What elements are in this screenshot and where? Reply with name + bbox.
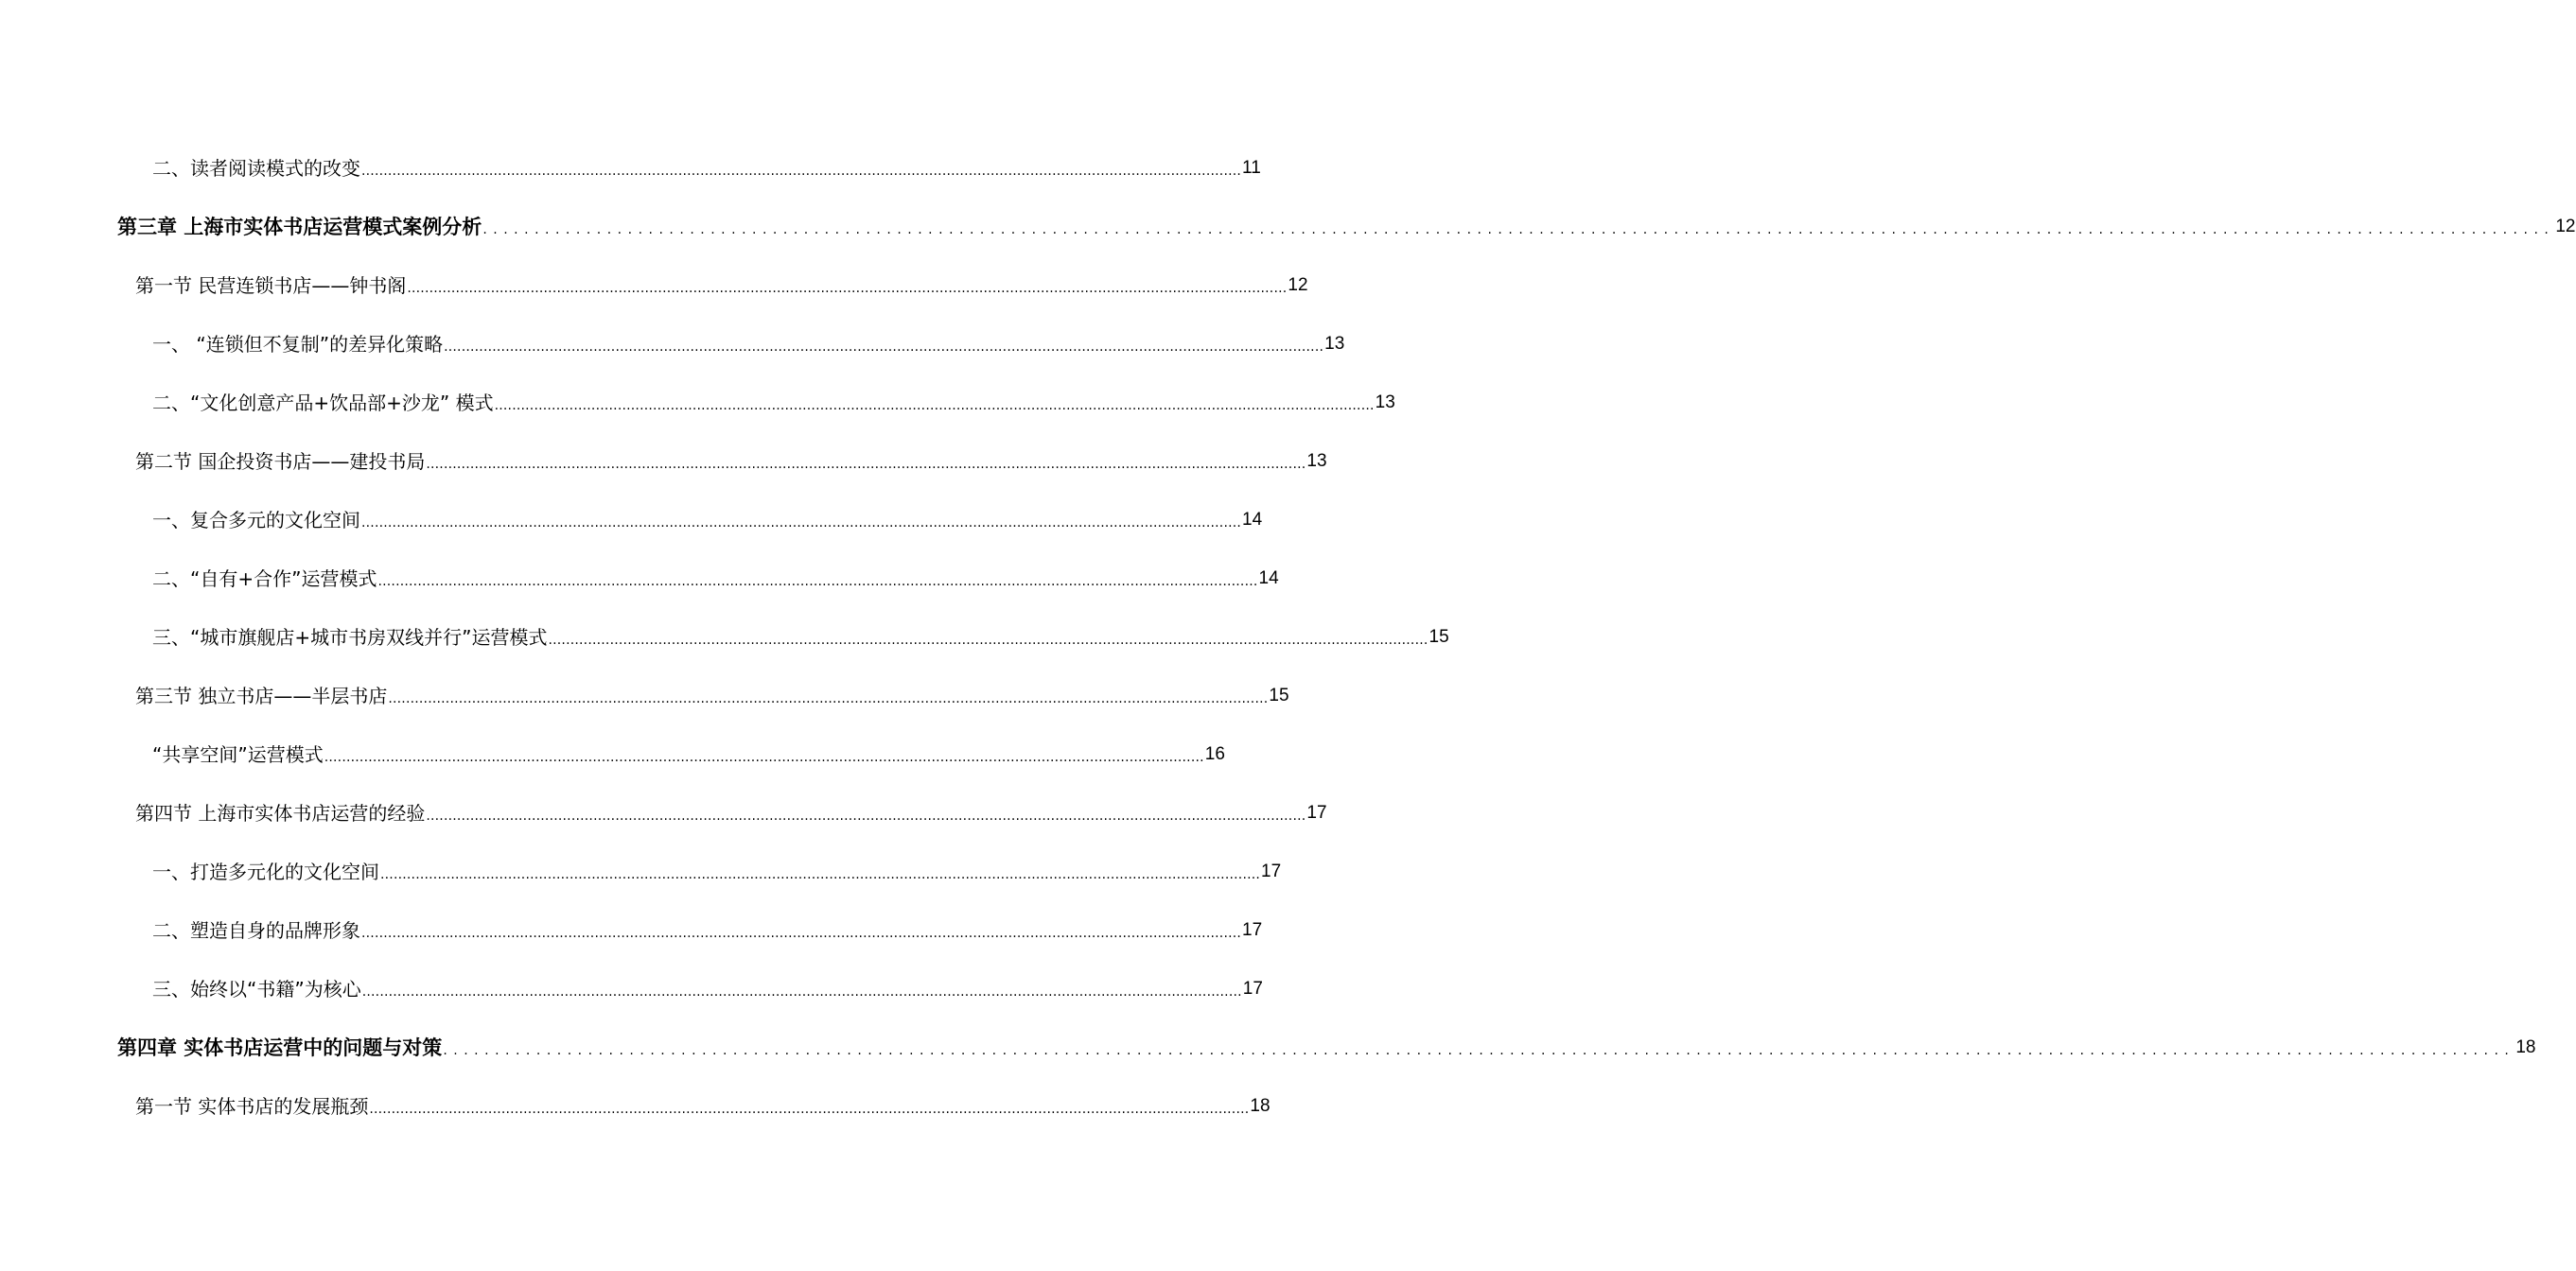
toc-entry-title: “共享空间”运营模式 bbox=[152, 743, 324, 766]
toc-entry-title: 三、始终以“书籍”为核心 bbox=[152, 978, 361, 1001]
toc-chapter-entry[interactable] bbox=[117, 200, 2576, 238]
dot-leader: ........................................................................................................................................................................................................ bbox=[426, 457, 1306, 472]
toc-entry-title: 二、“自有+合作”运营模式 bbox=[152, 567, 377, 590]
toc-entry[interactable] bbox=[152, 904, 1263, 942]
toc-entry-page-number: 15 bbox=[1428, 627, 1449, 647]
toc-entry-title: 第四章 实体书店运营中的问题与对策 bbox=[117, 1036, 443, 1059]
toc-entry-page-number: 17 bbox=[1242, 979, 1263, 999]
toc-section-entry[interactable] bbox=[135, 1080, 1270, 1118]
toc-entry-title: 一、 “连锁但不复制”的差异化策略 bbox=[152, 333, 444, 356]
toc-entry-title: 一、复合多元的文化空间 bbox=[152, 509, 360, 531]
toc-entry-page-number: 12 bbox=[2555, 217, 2576, 236]
toc-entry-page-number: 14 bbox=[1242, 510, 1263, 530]
dot-leader: ........................................................................................................................................................................................................ bbox=[361, 515, 1242, 531]
toc-entry-page-number: 11 bbox=[1242, 158, 1261, 178]
dot-leader: ........................................................................................................................................................................................................ bbox=[361, 984, 1242, 1000]
toc-entry-page-number: 16 bbox=[1204, 744, 1225, 764]
toc-entry-title: 第四节 上海市实体书店运营的经验 bbox=[135, 802, 426, 825]
dot-leader: ........................................................................................................................................................................................................ bbox=[426, 809, 1306, 824]
toc-entry-page-number: 14 bbox=[1258, 568, 1279, 588]
dot-leader: ........................................................................................................................................................................................................ bbox=[494, 398, 1375, 413]
toc-entry[interactable] bbox=[152, 376, 1395, 414]
toc-entry-title: 第一节 实体书店的发展瓶颈 bbox=[135, 1095, 369, 1118]
dot-leader: ........................................................................................................................................................................................................ bbox=[548, 633, 1428, 648]
toc-entry-title: 二、读者阅读模式的改变 bbox=[152, 157, 360, 180]
toc-section-entry[interactable] bbox=[135, 259, 1308, 297]
dot-leader: ........................................................................................................................................................................................................ bbox=[361, 926, 1242, 941]
toc-chapter-entry[interactable] bbox=[117, 1021, 2536, 1059]
toc-entry[interactable] bbox=[152, 552, 1279, 590]
dot-leader: ........................................................................................................................................................................................................ bbox=[443, 1043, 2515, 1058]
dot-leader: ........................................................................................................................................................................................................ bbox=[377, 574, 1258, 589]
toc-entry-page-number: 17 bbox=[1306, 803, 1327, 823]
toc-entry-title: 第一节 民营连锁书店——钟书阁 bbox=[135, 274, 407, 297]
toc-entry[interactable] bbox=[152, 494, 1263, 531]
dot-leader: ........................................................................................................................................................................................................ bbox=[444, 340, 1324, 355]
toc-entry-title: 第三节 独立书店——半层书店 bbox=[135, 685, 388, 707]
toc-entry-title: 二、“文化创意产品+饮品部+沙龙” 模式 bbox=[152, 392, 494, 414]
toc-entry-page-number: 13 bbox=[1306, 451, 1327, 471]
dot-leader: ........................................................................................................................................................................................................ bbox=[407, 281, 1288, 296]
toc-entry-page-number: 17 bbox=[1242, 920, 1263, 940]
toc-entry-page-number: 18 bbox=[2515, 1037, 2536, 1057]
toc-section-entry[interactable] bbox=[135, 787, 1327, 825]
dot-leader: ........................................................................................................................................................................................................ bbox=[361, 164, 1242, 179]
dot-leader: ........................................................................................................................................................................................................ bbox=[324, 750, 1204, 765]
dot-leader: ........................................................................................................................................................................................................ bbox=[369, 1102, 1250, 1117]
toc-entry-title: 第二节 国企投资书店——建投书局 bbox=[135, 450, 426, 473]
dot-leader: ........................................................................................................................................................................................................ bbox=[388, 691, 1269, 706]
toc-entry-title: 第三章 上海市实体书店运营模式案例分析 bbox=[117, 216, 482, 238]
toc-section-entry[interactable] bbox=[135, 435, 1327, 473]
toc-entry[interactable] bbox=[152, 728, 1225, 766]
toc-entry-page-number: 17 bbox=[1261, 862, 1282, 881]
toc-entry-page-number: 12 bbox=[1288, 275, 1308, 295]
dot-leader: ........................................................................................................................................................................................................ bbox=[380, 867, 1261, 882]
toc-section-entry[interactable] bbox=[135, 670, 1289, 707]
toc-entry[interactable] bbox=[152, 318, 1345, 356]
toc-entry[interactable] bbox=[152, 963, 1263, 1001]
toc-entry[interactable] bbox=[152, 845, 1282, 883]
toc-entry[interactable] bbox=[152, 611, 1449, 649]
toc-entry[interactable] bbox=[152, 142, 1261, 180]
toc-entry-page-number: 13 bbox=[1324, 334, 1345, 354]
toc-entry-page-number: 13 bbox=[1375, 392, 1395, 412]
toc-entry-title: 一、打造多元化的文化空间 bbox=[152, 861, 379, 883]
toc-entry-page-number: 18 bbox=[1250, 1096, 1270, 1116]
dot-leader: ........................................................................................................................................................................................................ bbox=[482, 222, 2555, 237]
toc-entry-page-number: 15 bbox=[1269, 686, 1289, 705]
toc-entry-title: 二、塑造自身的品牌形象 bbox=[152, 919, 360, 942]
toc-entry-title: 三、“城市旗舰店+城市书房双线并行”运营模式 bbox=[152, 626, 548, 649]
